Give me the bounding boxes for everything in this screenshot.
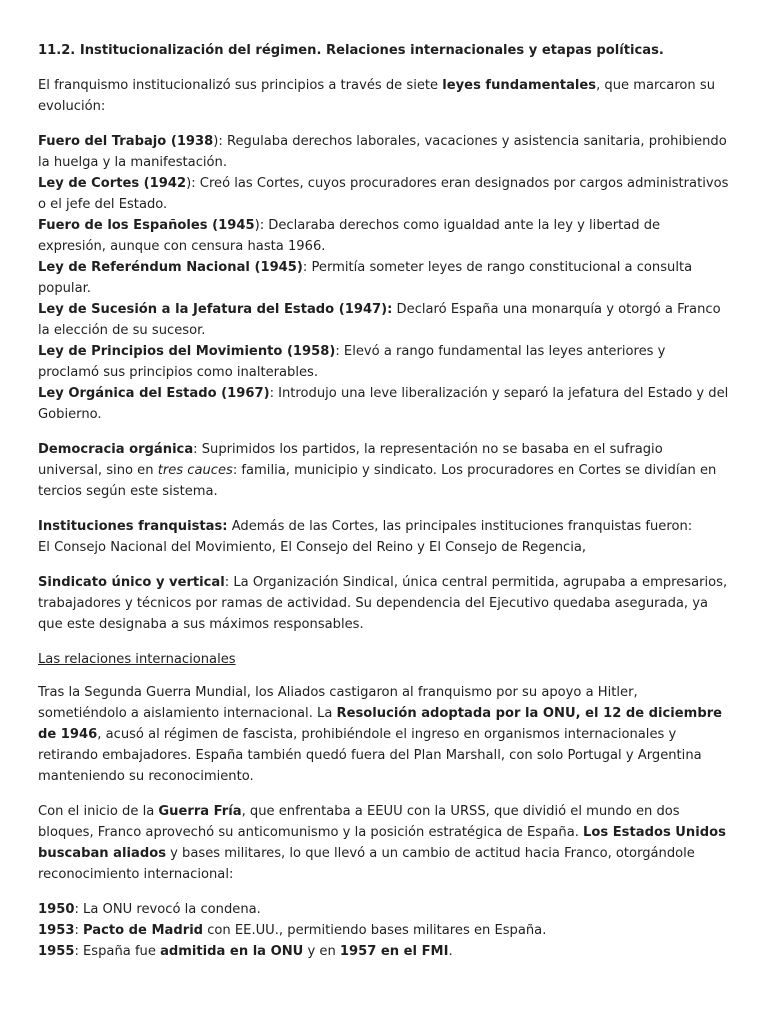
law-text: : Introdujo una leve liberalización y separó la jefatura del Estado y del Gobierno. xyxy=(38,386,729,422)
timeline-text: . xyxy=(448,944,453,959)
relaciones-heading: Las relaciones internacionales xyxy=(38,652,236,667)
law-text: : Elevó a rango fundamental las leyes anteriores y proclamó sus principios como inalterables. xyxy=(38,344,666,380)
democracia-text: : Suprimidos los partidos, la representación no se basaba en el sufragio universal, sino en xyxy=(38,442,663,478)
timeline-year: 1955 xyxy=(38,944,75,959)
law-item xyxy=(38,131,730,173)
intro-paragraph xyxy=(38,75,730,117)
timeline-item xyxy=(38,899,730,920)
law-sep: ) xyxy=(186,176,192,191)
section-title: 11.2. Institucionalización del régimen. Relaciones internacionales y etapas políticas. xyxy=(38,43,664,58)
timeline-bold: admitida en la ONU xyxy=(160,944,304,959)
timeline-text: y en xyxy=(303,944,340,959)
law-text: Declaró España una monarquía y otorgó a Franco la elección de su sucesor. xyxy=(38,302,721,338)
instituciones-text: Además de las Cortes, las principales instituciones franquistas fueron: xyxy=(227,519,693,534)
democracia-paragraph xyxy=(38,439,730,502)
democracia-text-end: : familia, municipio y sindicato. Los procuradores en Cortes se dividían en tercios según este sistema. xyxy=(38,463,717,499)
law-text: : Regulaba derechos laborales, vacaciones y asistencia sanitaria, prohibiendo la huelga y la manifestación. xyxy=(38,134,727,170)
sindicato-text: : La Organización Sindical, única central permitida, agrupaba a empresarios, trabajadores y técnicos por ramas de actividad. Su dependencia del Ejecutivo quedaba asegurada, ya que este designaba a sus máximos responsables. xyxy=(38,575,728,632)
law-sep: ) xyxy=(254,218,260,233)
instituciones-block xyxy=(38,516,730,558)
timeline-year: 1953 xyxy=(38,923,75,938)
law-text: : Permitía someter leyes de rango constitucional a consulta popular. xyxy=(38,260,693,296)
instituciones-list: El Consejo Nacional del Movimiento, El Consejo del Reino y El Consejo de Regencia, xyxy=(38,540,587,555)
timeline-text: con EE.UU., permitiendo bases militares en España. xyxy=(203,923,547,938)
timeline-sep: : xyxy=(74,923,84,938)
law-name: Ley Orgánica del Estado (1967) xyxy=(38,386,270,401)
law-text: : Creó las Cortes, cuyos procuradores eran designados por cargos administrativos o el jefe del Estado. xyxy=(38,176,729,212)
law-text: : Declaraba derechos como igualdad ante la ley y libertad de expresión, aunque con censura hasta 1966. xyxy=(38,218,661,254)
laws-list xyxy=(38,131,730,425)
timeline-list xyxy=(38,899,730,962)
aislamiento-text-end: , acusó al régimen de fascista, prohibiéndole el ingreso en organismos internacionales y retirando embajadores. España también quedó fuera del Plan Marshall, con solo Portugal y Argentina manteniendo su reconocimiento. xyxy=(38,727,702,784)
intro-bold: leyes fundamentales xyxy=(442,78,597,93)
law-name: Ley de Sucesión a la Jefatura del Estado (1947): xyxy=(38,302,393,317)
timeline-item xyxy=(38,941,730,962)
guerra-fria-bold: Guerra Fría xyxy=(158,804,242,819)
law-name: Ley de Referéndum Nacional (1945) xyxy=(38,260,303,275)
law-item xyxy=(38,299,730,341)
timeline-text: : España fue xyxy=(74,944,161,959)
timeline-item xyxy=(38,920,730,941)
instituciones-heading: Instituciones franquistas: xyxy=(38,519,228,534)
law-item xyxy=(38,257,730,299)
aislamiento-paragraph xyxy=(38,682,730,787)
democracia-heading: Democracia orgánica xyxy=(38,442,194,457)
timeline-text: : La ONU revocó la condena. xyxy=(74,902,261,917)
intro-text: El franquismo institucionalizó sus principios a través de siete xyxy=(38,78,443,93)
law-name: Fuero de los Españoles (1945 xyxy=(38,218,255,233)
timeline-bold: Pacto de Madrid xyxy=(83,923,204,938)
law-name: Ley de Cortes (1942 xyxy=(38,176,187,191)
law-name: Ley de Principios del Movimiento (1958) xyxy=(38,344,336,359)
law-item xyxy=(38,215,730,257)
aislamiento-text: Tras la Segunda Guerra Mundial, los Aliados castigaron al franquismo por su apoyo a Hitler, sometiéndolo a aislamiento internacional. La xyxy=(38,685,638,721)
guerra-fria-paragraph xyxy=(38,801,730,885)
aislamiento-bold: Resolución adoptada por la ONU, el 12 de diciembre de 1946 xyxy=(38,706,723,742)
law-item xyxy=(38,383,730,425)
intro-text-end: , que marcaron su evolución: xyxy=(38,78,716,114)
law-sep: ) xyxy=(213,134,219,149)
democracia-italic: tres cauces xyxy=(157,463,233,478)
law-name: Fuero del Trabajo (1938 xyxy=(38,134,214,149)
guerra-fria-text-end: y bases militares, lo que llevó a un cambio de actitud hacia Franco, otorgándole reconocimiento internacional: xyxy=(38,846,695,882)
law-item xyxy=(38,341,730,383)
law-item xyxy=(38,173,730,215)
guerra-fria-bold-2: Los Estados Unidos buscaban aliados xyxy=(38,825,726,861)
guerra-fria-text-mid: , que enfrentaba a EEUU con la URSS, que dividió el mundo en dos bloques, Franco aprovechó su anticomunismo y la posición estratégica de España. xyxy=(38,804,680,840)
guerra-fria-text: Con el inicio de la xyxy=(38,804,159,819)
timeline-bold: 1957 en el FMI xyxy=(339,944,449,959)
timeline-year: 1950 xyxy=(38,902,75,917)
sindicato-paragraph xyxy=(38,572,730,635)
instituciones-paragraph xyxy=(38,516,730,537)
sindicato-heading: Sindicato único y vertical xyxy=(38,575,225,590)
